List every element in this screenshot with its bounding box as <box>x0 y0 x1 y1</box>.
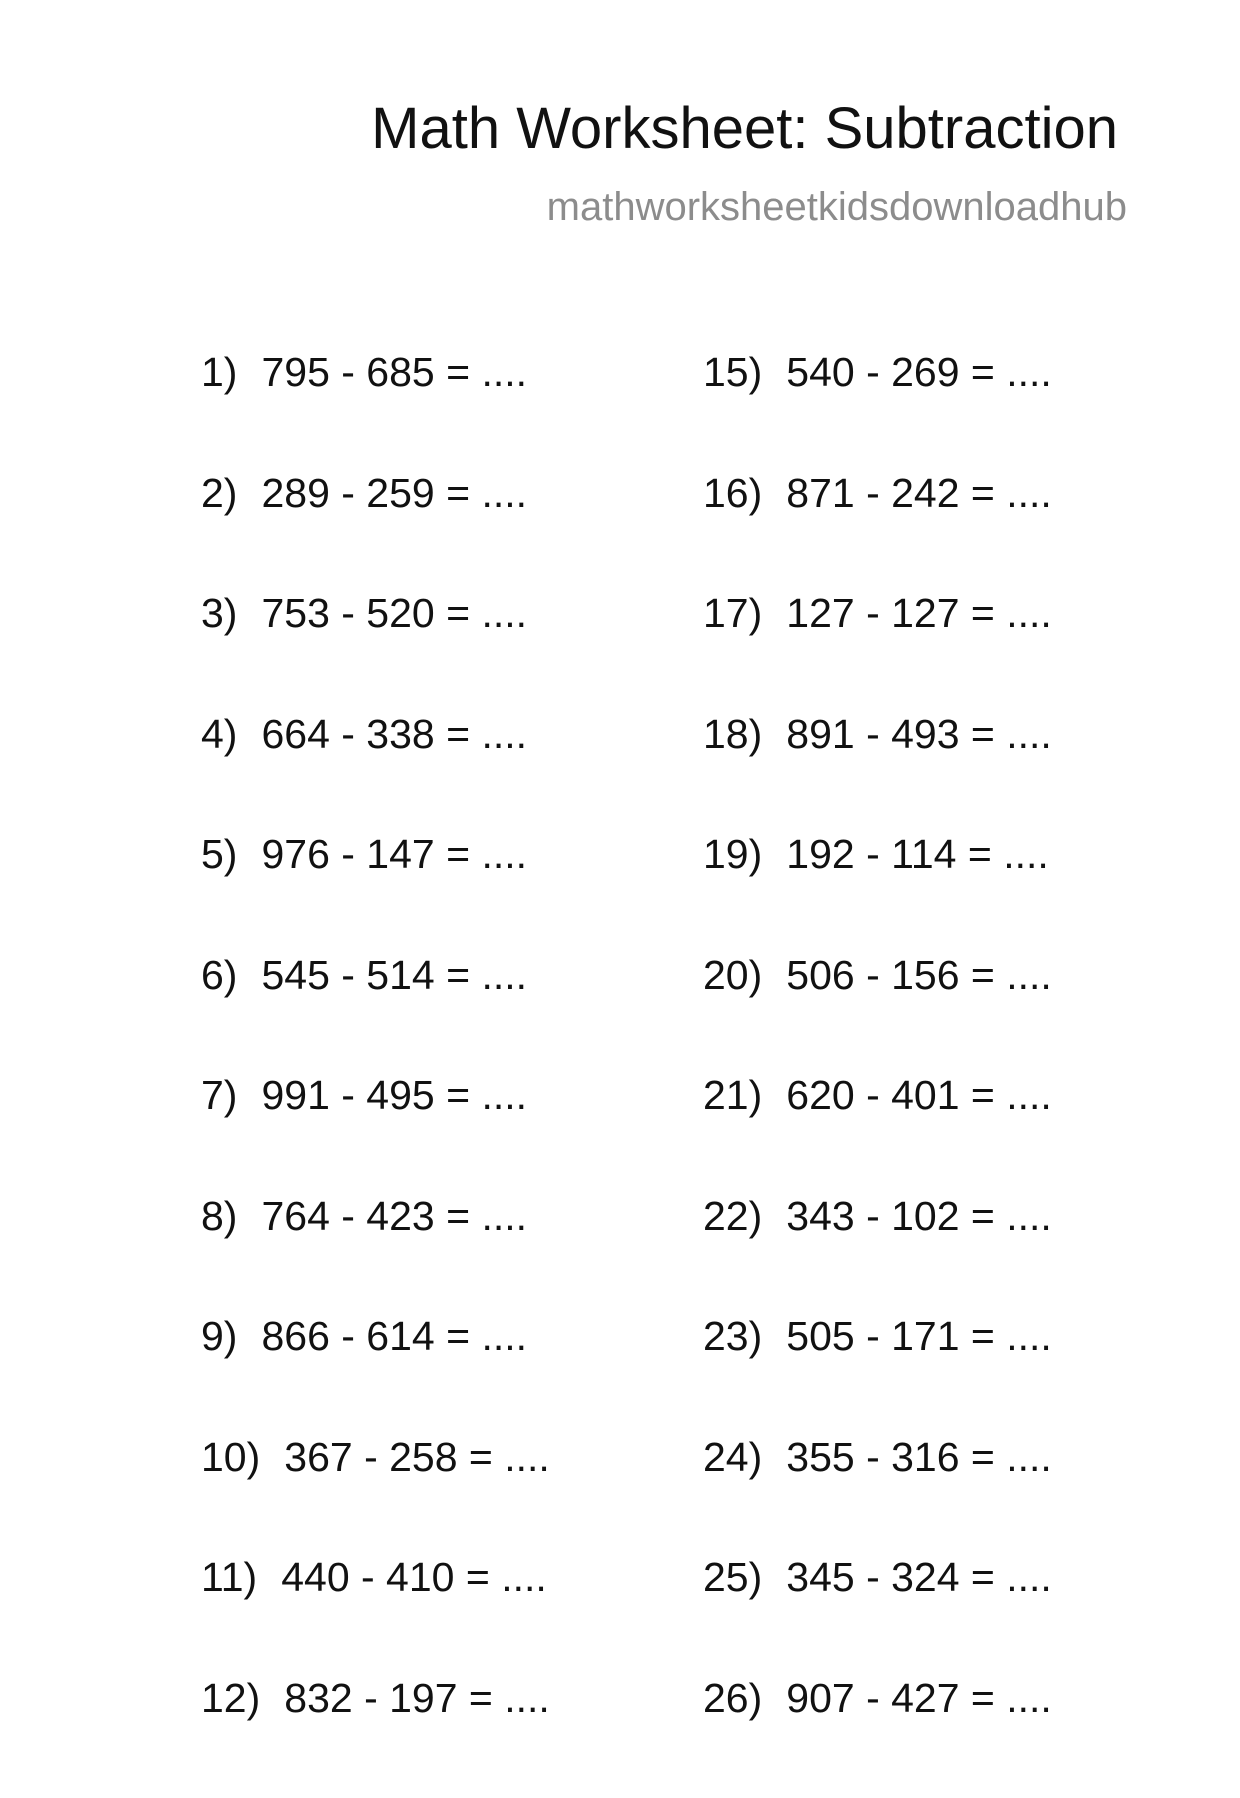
problem-number: 16) <box>703 473 762 514</box>
problem-20 <box>703 955 1052 1076</box>
problem-number: 20) <box>703 955 762 996</box>
page-subtitle: mathworksheetkidsdownloadhub <box>547 187 1127 227</box>
problem-8 <box>201 1196 550 1317</box>
problem-expression: 192 - 114 = .... <box>786 831 1049 877</box>
problem-9 <box>201 1316 550 1437</box>
problem-number: 19) <box>703 834 762 875</box>
problem-number: 24) <box>703 1437 762 1478</box>
problem-22 <box>703 1196 1052 1317</box>
problem-expression: 345 - 324 = .... <box>786 1554 1052 1600</box>
problem-expression: 764 - 423 = .... <box>261 1193 527 1239</box>
problem-number: 26) <box>703 1678 762 1719</box>
problem-18 <box>703 714 1052 835</box>
problem-5 <box>201 834 550 955</box>
problems-right-column <box>703 352 1052 1798</box>
problem-expression: 907 - 427 = .... <box>786 1675 1052 1721</box>
problem-expression: 355 - 316 = .... <box>786 1434 1052 1480</box>
problem-expression: 343 - 102 = .... <box>786 1193 1052 1239</box>
problem-11 <box>201 1557 550 1678</box>
problem-expression: 866 - 614 = .... <box>261 1313 527 1359</box>
problem-expression: 871 - 242 = .... <box>786 470 1052 516</box>
problem-number: 8) <box>201 1196 237 1237</box>
problem-expression: 440 - 410 = .... <box>281 1554 547 1600</box>
problems-left-column <box>201 352 550 1798</box>
problem-number: 7) <box>201 1075 237 1116</box>
problem-number: 9) <box>201 1316 237 1357</box>
problem-expression: 620 - 401 = .... <box>786 1072 1052 1118</box>
problem-expression: 753 - 520 = .... <box>261 590 527 636</box>
problem-number: 23) <box>703 1316 762 1357</box>
problem-expression: 289 - 259 = .... <box>261 470 527 516</box>
problem-expression: 832 - 197 = .... <box>284 1675 550 1721</box>
problem-7 <box>201 1075 550 1196</box>
problem-number: 10) <box>201 1437 260 1478</box>
problem-expression: 545 - 514 = .... <box>261 952 527 998</box>
problem-expression: 795 - 685 = .... <box>261 349 527 395</box>
problem-23 <box>703 1316 1052 1437</box>
problem-1 <box>201 352 550 473</box>
problem-number: 18) <box>703 714 762 755</box>
problem-19 <box>703 834 1052 955</box>
problem-number: 22) <box>703 1196 762 1237</box>
problem-number: 17) <box>703 593 762 634</box>
problem-12 <box>201 1678 550 1798</box>
problem-number: 3) <box>201 593 237 634</box>
problem-expression: 664 - 338 = .... <box>261 711 527 757</box>
problem-15 <box>703 352 1052 473</box>
problem-number: 2) <box>201 473 237 514</box>
problem-26 <box>703 1678 1052 1798</box>
problem-number: 1) <box>201 352 237 393</box>
problem-number: 12) <box>201 1678 260 1719</box>
problem-number: 4) <box>201 714 237 755</box>
problem-number: 6) <box>201 955 237 996</box>
page-title: Math Worksheet: Subtraction <box>371 100 1118 158</box>
problem-6 <box>201 955 550 1076</box>
problem-10 <box>201 1437 550 1558</box>
problem-expression: 891 - 493 = .... <box>786 711 1052 757</box>
problem-expression: 367 - 258 = .... <box>284 1434 550 1480</box>
problem-expression: 991 - 495 = .... <box>261 1072 527 1118</box>
problem-expression: 505 - 171 = .... <box>786 1313 1052 1359</box>
problem-16 <box>703 473 1052 594</box>
problem-24 <box>703 1437 1052 1558</box>
problem-number: 15) <box>703 352 762 393</box>
problem-4 <box>201 714 550 835</box>
problem-expression: 976 - 147 = .... <box>261 831 527 877</box>
problem-3 <box>201 593 550 714</box>
problem-number: 21) <box>703 1075 762 1116</box>
problem-expression: 506 - 156 = .... <box>786 952 1052 998</box>
problem-21 <box>703 1075 1052 1196</box>
problem-25 <box>703 1557 1052 1678</box>
problem-number: 25) <box>703 1557 762 1598</box>
problem-expression: 540 - 269 = .... <box>786 349 1052 395</box>
problem-expression: 127 - 127 = .... <box>786 590 1052 636</box>
problem-number: 11) <box>201 1557 257 1598</box>
problem-2 <box>201 473 550 594</box>
problem-17 <box>703 593 1052 714</box>
problem-number: 5) <box>201 834 237 875</box>
